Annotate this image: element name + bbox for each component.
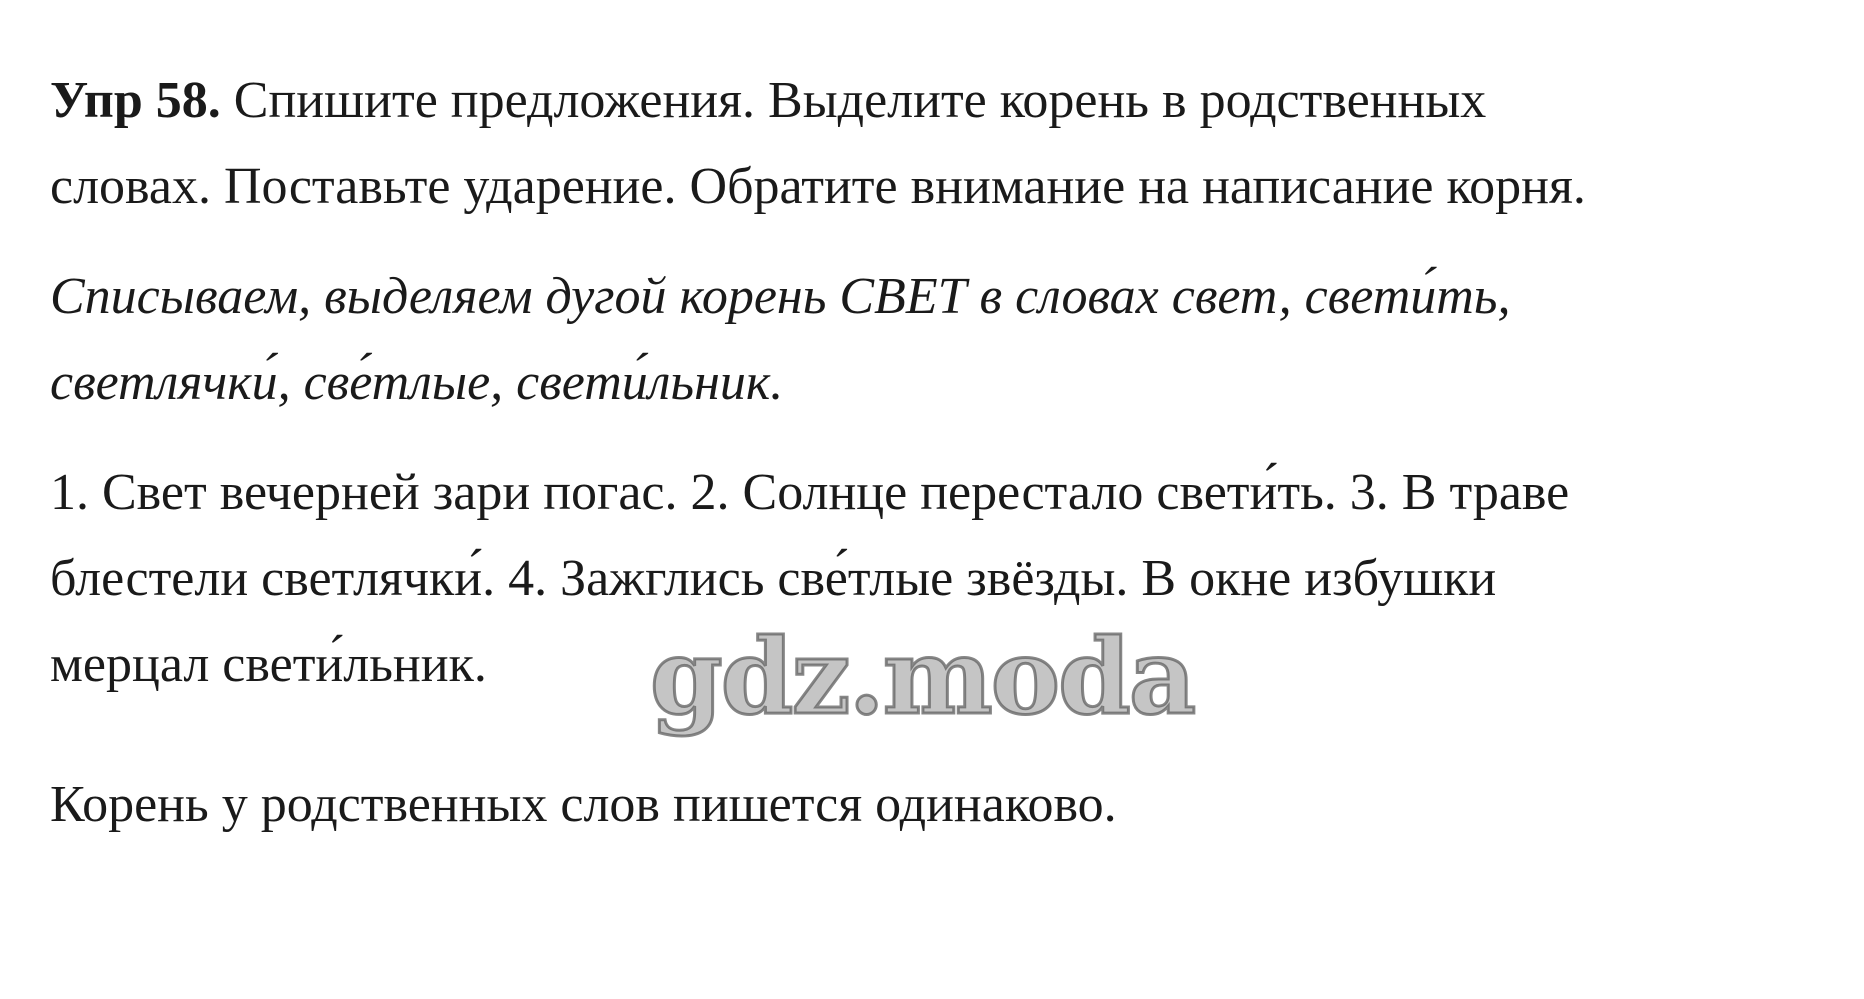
- sentences-line-3: мерцал свети́льник.: [50, 636, 487, 693]
- exercise-page: [50, 58, 1830, 848]
- conclusion-line: Корень у родственных слов пишется одинаково.: [50, 776, 1117, 833]
- sentences-line-2: блестели светлячки́. 4. Зажглись све́тлые звёзды. В окне избушки: [50, 550, 1497, 607]
- exercise-task: [50, 58, 1830, 230]
- task-line-1: [50, 58, 1830, 144]
- watermark-logo: gdz.moda: [650, 615, 1195, 738]
- conclusion: [50, 762, 1830, 848]
- task-text-1: Спишите предложения. Выделите корень в родственных: [220, 72, 1487, 129]
- exercise-number: Упр 58.: [50, 72, 221, 129]
- answer-note-line-2: светлячки́, све́тлые, свети́льник.: [50, 354, 784, 411]
- answer-note: [50, 254, 1830, 426]
- answer-note-line-1: Списываем, выделяем дугой корень СВЕТ в словах свет, свети́ть,: [50, 268, 1511, 325]
- sentences-line-1: 1. Свет вечерней зари погас. 2. Солнце перестало свети́ть. 3. В траве: [50, 464, 1570, 521]
- sentences-block: [50, 450, 1830, 708]
- task-line-2: словах. Поставьте ударение. Обратите внимание на написание корня.: [50, 158, 1586, 215]
